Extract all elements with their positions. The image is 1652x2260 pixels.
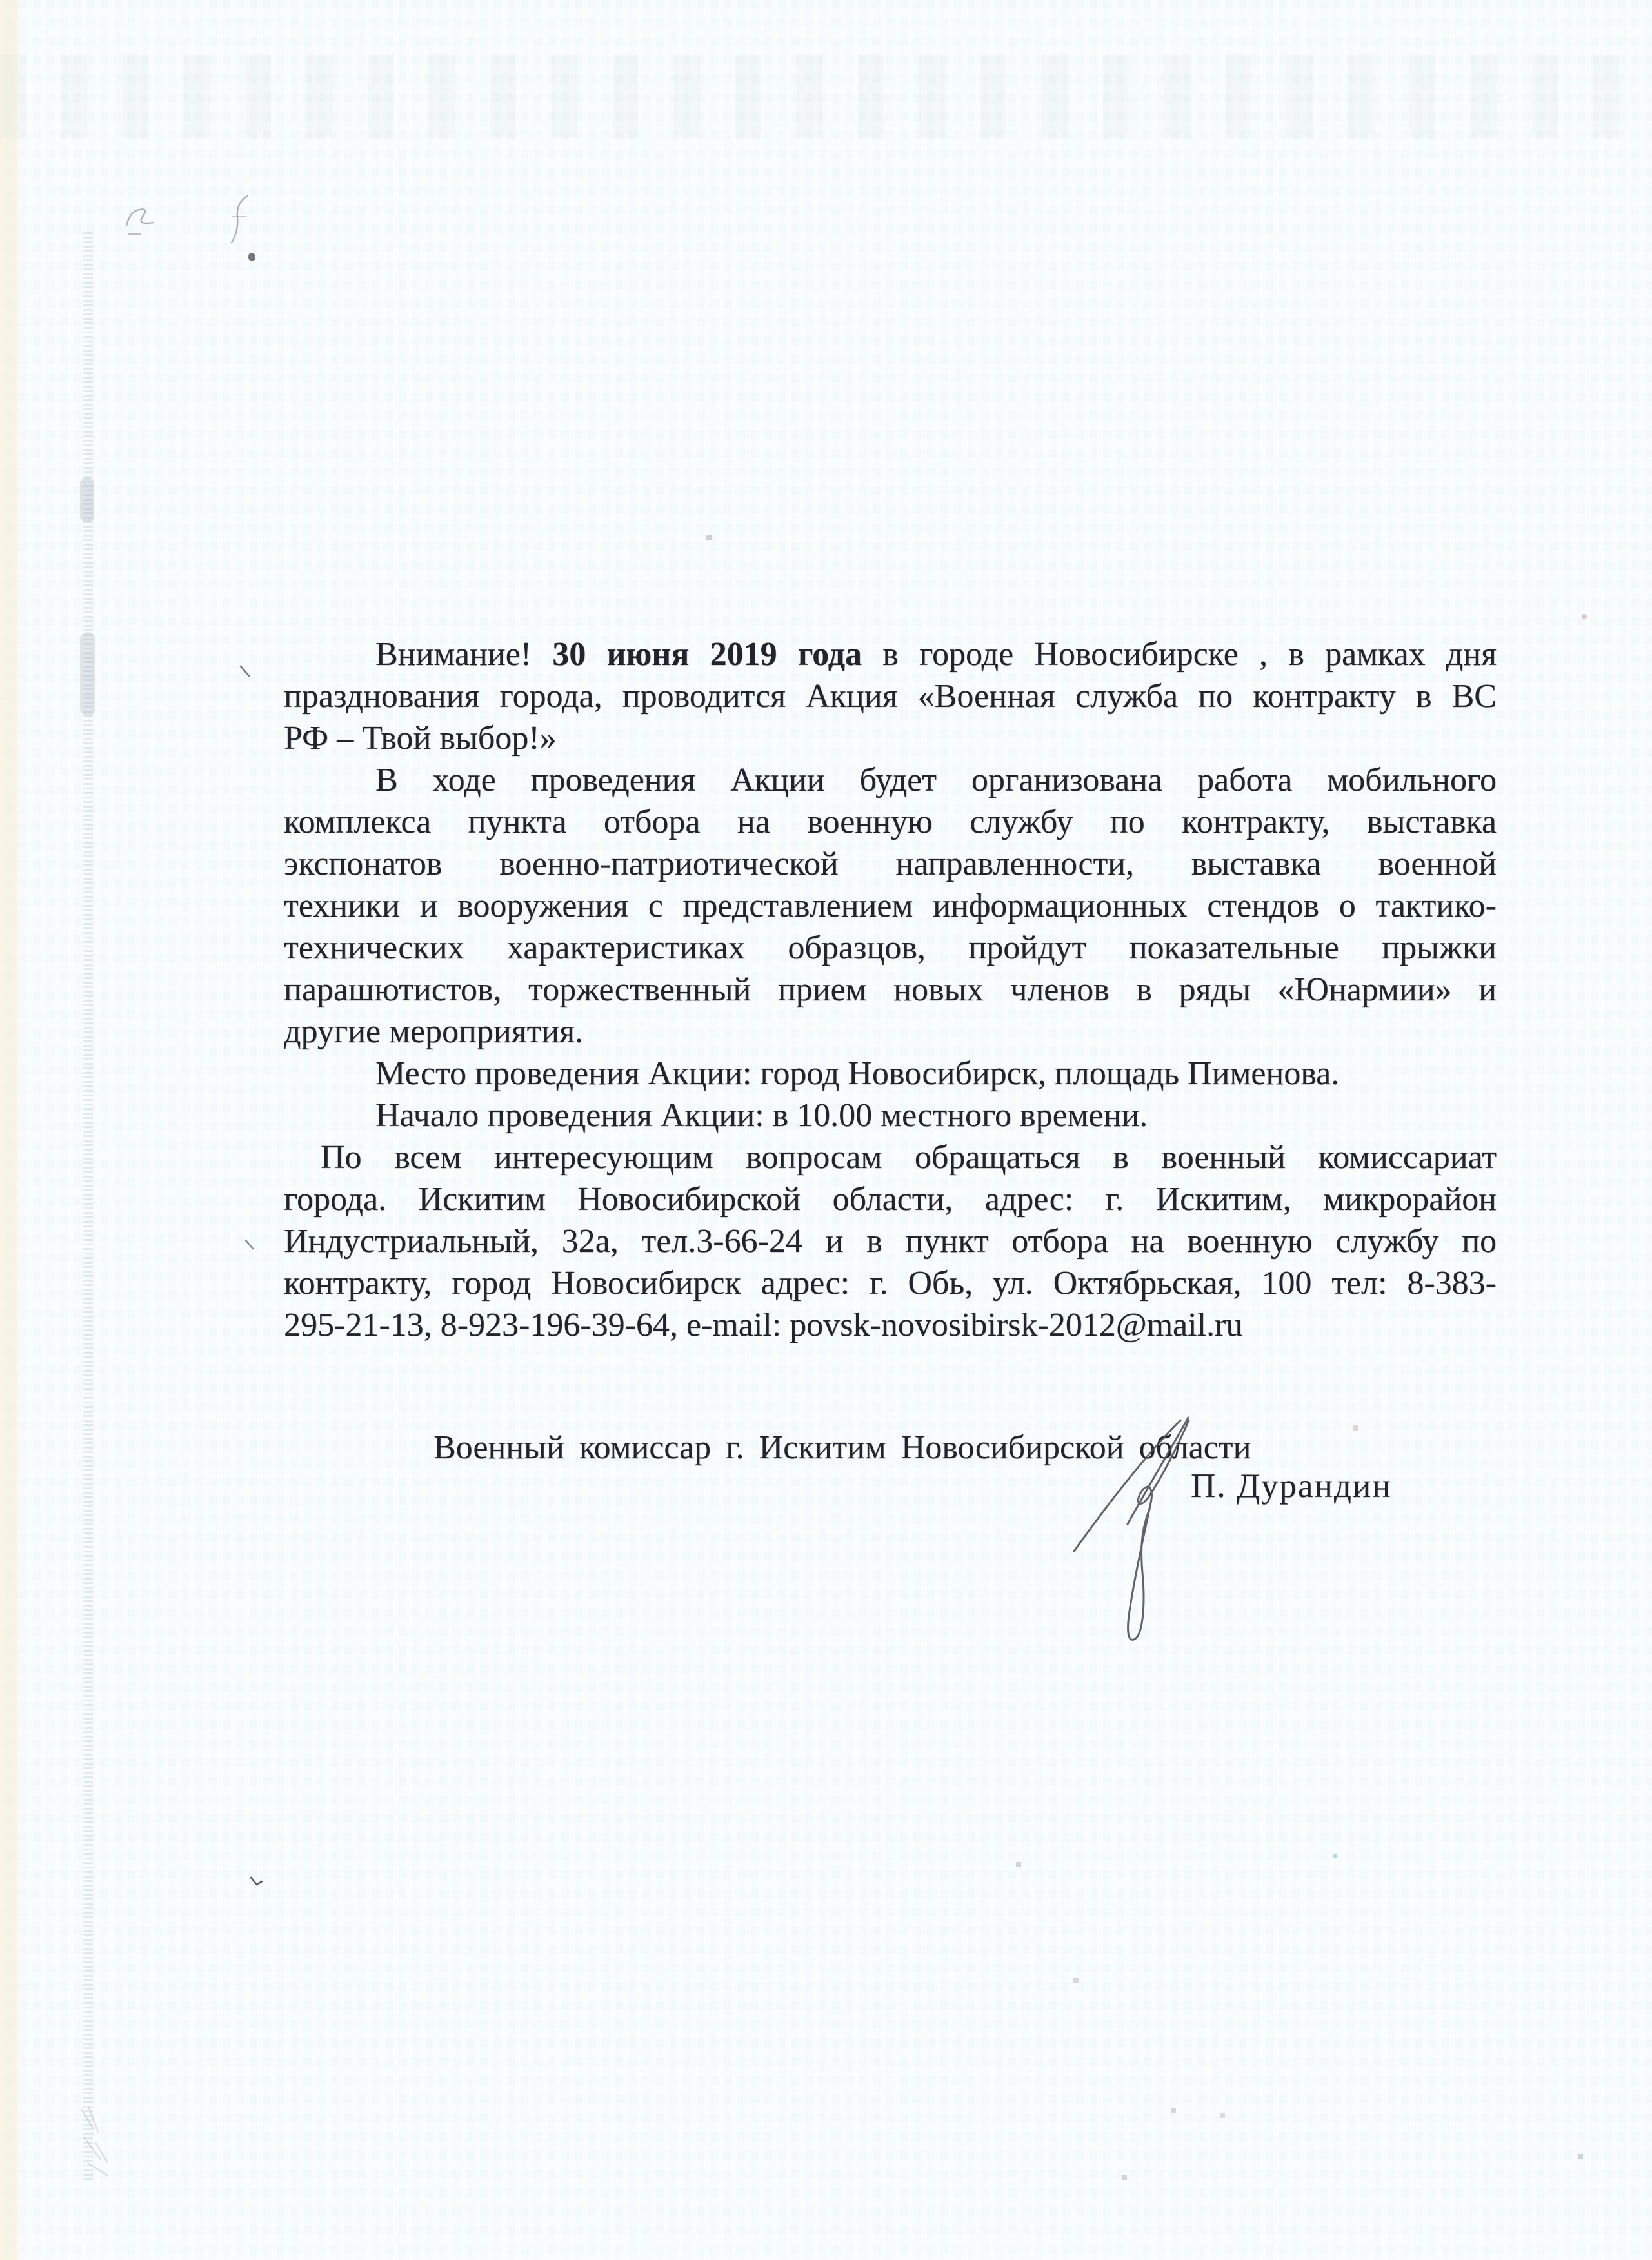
text-line <box>284 633 1497 675</box>
ink-speck <box>1582 614 1587 619</box>
text-line <box>284 885 1497 927</box>
text-line <box>284 1178 1497 1220</box>
line-text: контракту, город Новосибирск адрес: г. Обь, ул. Октябрьская, 100 тел: 8-383- <box>284 1265 1497 1302</box>
paper-edge-tint <box>0 0 18 2260</box>
text-line <box>284 717 1497 759</box>
text-line <box>284 1095 1497 1136</box>
stray-pen-tick <box>249 1876 266 1891</box>
scratch-cluster <box>76 2104 134 2180</box>
text-line <box>284 801 1497 843</box>
line-text: другие мероприятия. <box>284 1013 584 1050</box>
line-text: Начало проведения Акции: в 10.00 местного времени. <box>375 1097 1148 1134</box>
text-line <box>284 1220 1497 1262</box>
letter-body <box>284 633 1497 1346</box>
ink-blot <box>248 253 255 261</box>
scanner-streak-blotch <box>80 632 95 716</box>
dust-specks <box>0 0 3 3</box>
text-line <box>284 843 1497 885</box>
line-text: Внимание! <box>375 636 553 673</box>
text-line <box>284 927 1497 969</box>
scanner-streak <box>83 232 93 2180</box>
pencil-squiggle-mark <box>123 199 159 241</box>
text-line <box>284 1304 1497 1346</box>
line-text: В ходе проведения Акции будет организована работа мобильного <box>375 762 1497 798</box>
scanner-streak-blotch <box>80 477 94 522</box>
line-text: празднования города, проводится Акция «Военная служба по контракту в ВС <box>284 678 1497 715</box>
line-text: экспонатов военно-патриотической направленности, выставка военной <box>284 846 1497 882</box>
text-line <box>284 1262 1497 1304</box>
line-text: комплекса пункта отбора на военную службу по контракту, выставка <box>284 804 1497 840</box>
text-line <box>284 969 1497 1011</box>
line-text: Индустриальный, 32а, тел.3-66-24 и в пункт отбора на военную службу по <box>284 1223 1497 1260</box>
line-text: в городе Новосибирске , в рамках дня <box>861 636 1497 673</box>
ink-speck <box>1333 1854 1337 1858</box>
margin-tick-mark <box>239 664 253 680</box>
line-text: техники и вооружения с представлением информационных стендов о тактико- <box>284 887 1497 924</box>
handwritten-signature <box>1045 1393 1226 1664</box>
signatory-name: П. Дурандин <box>1191 1467 1392 1505</box>
line-text: РФ – Твой выбор!» <box>284 720 557 757</box>
text-line <box>284 1011 1497 1053</box>
signoff-title: Военный комиссар г. Искитим Новосибирской области <box>433 1429 1251 1466</box>
pencil-squiggle-mark <box>226 192 254 248</box>
line-text: Место проведения Акции: город Новосибирск, площадь Пименова. <box>375 1055 1340 1092</box>
line-text: города. Искитим Новосибирской области, адрес: г. Искитим, микрорайон <box>284 1181 1497 1218</box>
bold-date-text: 30 июня 2019 года <box>552 636 862 673</box>
text-line <box>284 1136 1497 1178</box>
text-line <box>284 759 1497 801</box>
text-line <box>284 1053 1497 1095</box>
line-text: 295-21-13, 8-923-196-39-64, e-mail: povsk-novosibirsk-2012@mail.ru <box>284 1307 1243 1343</box>
scanner-noise-band <box>0 54 1652 138</box>
line-text: По всем интересующим вопросам обращаться в военный комиссариат <box>321 1139 1497 1176</box>
margin-tick-mark <box>244 1238 257 1253</box>
line-text: технических характеристиках образцов, пройдут показательные прыжки <box>284 929 1497 966</box>
line-text: парашютистов, торжественный прием новых членов в ряды «Юнармии» и <box>284 971 1497 1008</box>
text-line <box>284 675 1497 717</box>
